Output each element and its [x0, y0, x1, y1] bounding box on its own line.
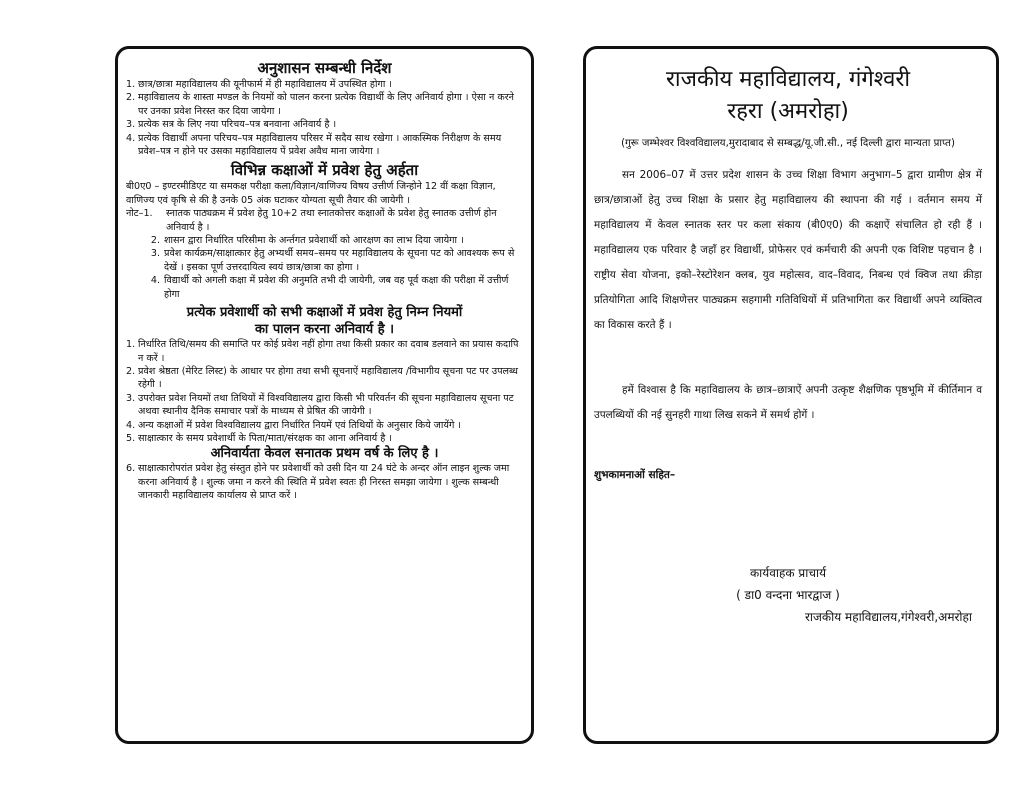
intro-paragraph: सन 2006–07 में उत्तर प्रदेश शासन के उच्च शिक्षा विभाग अनुभाग–5 द्वारा ग्रामीण क्षेत्र में छात्र/छात्राओं हेतु उच्च शिक्षा के प्रसार हेतु महाविद्यालय की स्थापना की गई । वर्तमान समय में महाविद्यालय में केवल स्नातक स्तर पर कला संकाय (बी0ए0) की कक्षाऐं संचालित हो रही हैं । महाविद्यालय एक परिवार है जहाँ हर विद्यार्थी, प्रोफेसर एवं कर्मचारी की अपनी एक विशिष्ट पहचान है ।राष्ट्रीय सेवा योजना, इको–रेस्टोरेशन क्लब, युव महोत्सव, वाद–विवाद, निबन्ध एवं क्विज तथा क्रीड़ा प्रतियोगिता आदि शिक्षणेत्तर पाठ्यक्रम सहगामी गतिविधियों में प्रतिभागिता कर विद्यार्थी अपने व्यक्तित्व का विकास करते हैं ।: [594, 169, 982, 331]
belief-paragraph: हमें विश्वास है कि महाविद्यालय के छात्र–छात्राऐं अपनी उत्कृष्ट शैक्षणिक पृष्ठभूमि में कीर्तिमान व उपलब्धियों की नई सुनहरी गाथा लिख सकने में समर्थ होगें ।: [594, 384, 982, 421]
list-item: 3. उपरोक्त प्रवेश नियमों तथा तिथियों में विश्वविद्यालय द्वारा किसी भी परिवर्तन की सूचना महाविद्यालय सूचना पट अथवा स्थानीय दैनिक समाचार पत्रों के माध्यम से प्रेषित की जायेगी ।: [126, 392, 514, 418]
list-item: 6. साक्षात्कारोपरांत प्रवेश हेतु संस्तुत होने पर प्रवेशार्थी को उसी दिन या 24 घंटे के अन्दर ऑन लाइन शुल्क जमा करना अनिवार्य है । शुल्क जमा न करने की स्थिति में प्रवेश स्वतः ही निरस्त समझा जायेगा । शुल्क सम्बन्धी जानकारी महाविद्यालय कार्यालय से प्राप्त करें ।: [126, 463, 510, 502]
notes-list: [126, 234, 523, 301]
rules-list: [126, 338, 523, 445]
list-item: 1. निर्धारित तिथि/समय की समाप्ति पर कोई प्रवेश नहीं होगा तथा किसी प्रकार का दवाब डलवाने का प्रयास कदापि न करें ।: [126, 339, 519, 364]
note-1: [126, 207, 523, 234]
regards-text: शुभकामनाओं सहित–: [594, 469, 676, 481]
eligibility-ba-text: बी0ए0 – इण्टरमीडिएट या समकक्ष परीक्षा कला/विज्ञान/वाणिज्य विषय उत्तीर्ण जिन्होने 12 वीं कक्षा विज्ञान, वाणिज्य एवं कृषि से की है उनके 05 अंक घटाकर योग्यता सूची तैयार की जायेगी ।: [126, 181, 496, 206]
list-item: 2. शासन द्वारा निर्धारित परिसीमा के अर्न्तगत प्रवेशार्थी को आरक्षण का लाभ दिया जायेगा ।: [150, 235, 464, 247]
left-panel: [115, 46, 534, 744]
left-panel-content: [118, 49, 531, 741]
discipline-heading: अनुशासन सम्बन्धी निर्देश: [257, 59, 392, 77]
list-item: 3. प्रवेश कार्यक्रम/साक्षात्कार हेतु अभ्यर्थी समय–समय पर महाविद्यालय के सूचना पट को आवश्यक रूप से देखें । इसका पूर्ण उत्तरदायित्व स्वयं छात्र/छात्रा का होगा ।: [150, 248, 515, 273]
rules-heading-line1: प्रत्येक प्रवेशार्थी को सभी कक्षाओं में प्रवेश हेतु निम्न नियमों: [186, 305, 463, 321]
list-item: 4. प्रत्येक विद्यार्थी अपना परिचय–पत्र महाविद्यालय परिसर में सदैव साथ रखेगा । आकस्मिक निरीक्षण के समय प्रवेश–पत्र न होने पर उसका महाविद्यालय पें प्रवेश अवैध माना जायेगा ।: [126, 132, 502, 158]
list-item: 4. विद्यार्थी को अगली कक्षा में प्रवेश की अनुमति तभी दी जायेगी, जब वह पूर्व कक्षा की परीक्षा में उत्तीर्ण होगा: [150, 275, 509, 300]
note-1-text: स्नातक पाठ्यक्रम में प्रवेश हेतु 10+2 तथा स्नातकोत्तर कक्षाओं के प्रवेश हेतु स्नातक उत्तीर्ण होन अनिवार्य है ।: [166, 208, 497, 233]
list-item: 4. अन्य कक्षाओं में प्रवेश विश्वविद्यालय द्वारा निर्धारित नियमें एवं तिथियों के अनुसार किये जायेंगे ।: [126, 419, 462, 431]
list-item: 1. छात्र/छात्रा महाविद्यालय की यूनीफार्म में ही महाविद्यालय में उपस्थित होगा ।: [126, 79, 393, 90]
college-name: राजकीय महाविद्यालय, गंगेश्वरी: [665, 67, 911, 92]
list-item: 5. साक्षात्कार के समय प्रवेशार्थी के पिता/माता/संरक्षक का आना अनिवार्य है ।: [126, 432, 393, 444]
mandatory-heading: अनिवार्यता केवल सनातक प्रथम वर्ष के लिए है ।: [210, 446, 439, 462]
list-item: 3. प्रत्येक सत्र के लिए नया परिचय–पत्र बनवाना अनिवार्य है ।: [126, 119, 337, 131]
signature-block: [594, 562, 982, 628]
eligibility-heading: विभिन्न कक्षाओं में प्रवेश हेतु अर्हता: [230, 161, 419, 180]
rules-heading-line2: का पालन करना अनिवार्य है ।: [254, 322, 395, 338]
discipline-list: [126, 78, 523, 158]
note-label: नोट–1.: [126, 208, 153, 220]
signatory-name: ( डा0 वन्दना भारद्वाज ): [736, 588, 840, 602]
signatory-title: कार्यवाहक प्राचार्य: [749, 566, 827, 580]
affiliation-text: (गुरू जम्भेश्वर विश्वविद्यालय,मुरादाबाद से सम्बद्ध/यू.जी.सी., नई दिल्ली द्वारा मान्यता प्राप्त): [621, 138, 955, 149]
list-item: 2. प्रवेश श्रेष्ठता (मेरिट लिस्ट) के आधार पर होगा तथा सभी सूचनाऐं महाविद्यालय /विभागीय सूचना पट पर उपलब्ध रहेगी ।: [126, 365, 518, 391]
right-panel-content: [586, 49, 996, 741]
list-item: 2. महाविद्यालय के शास्ता मण्डल के नियमों को पालन करना प्रत्येक विद्यार्थी के लिए अनिवार्य होगा । ऐसा न करने पर उनका प्रवेश निरस्त कर दिया जायेगा ।: [126, 92, 514, 117]
college-place: रहरा (अमरोहा): [727, 99, 849, 124]
signatory-college: राजकीय महाविद्यालय,गंगेश्वरी,अमरोहा: [805, 610, 972, 624]
right-panel: [583, 46, 999, 744]
